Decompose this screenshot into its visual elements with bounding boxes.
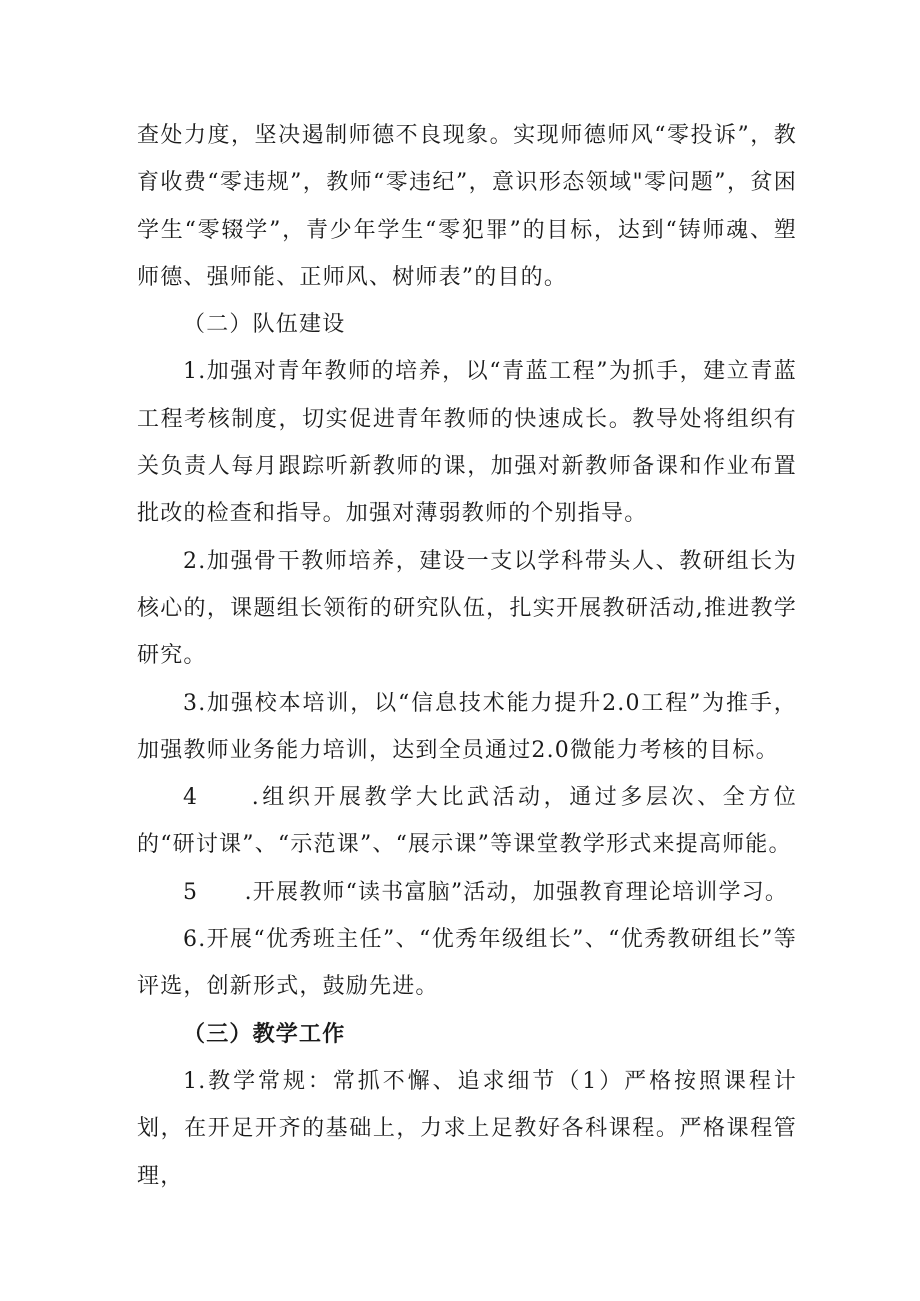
paragraph-item-1: 1.加强对青年教师的培养，以“青蓝工程”为抓手，建立青蓝工程考核制度，切实促进青年教师的快速成长。教导处将组织有关负责人每月跟踪听新教师的课，加强对新教师备课和作业布置批改的检查和指导。加强对薄弱教师的个别指导。 bbox=[137, 359, 797, 527]
paragraph-item-3: 3.加强校本培训，以“信息技术能力提升2.0工程”为推手，加强教师业务能力培训，达到全员通过2.0微能力考核的目标。 bbox=[137, 690, 797, 763]
section-heading-teaching-work: （三）教学工作 bbox=[183, 1020, 346, 1047]
paragraph-item-2: 2.加强骨干教师培养，建设一支以学科带头人、教研组长为核心的，课题组长领衔的研究队伍，扎实开展教研活动,推进教学研究。 bbox=[137, 548, 797, 669]
paragraph-continuation: 查处力度，坚决遏制师德不良现象。实现师德师风“零投诉”，教育收费“零违规”，教师“零违纪”，意识形态领域"零问题”，贫困学生“零辍学”，青少年学生“零犯罪”的目标，达到“铸师魂、塑师德、强师能、正师风、树师表”的目的。 bbox=[137, 123, 797, 290]
paragraph-teaching-item-1: 1.教学常规：常抓不懈、追求细节（1）严格按照课程计划，在开足开齐的基础上，力求上足教好各科课程。严格课程管理， bbox=[137, 1068, 797, 1189]
paragraph-item-5: 5 .开展教师“读书富脑”活动，加强教育理论培训学习。 bbox=[183, 879, 789, 905]
paragraph-item-4: 4 .组织开展教学大比武活动，通过多层次、全方位的“研讨课”、“示范课”、“展示课”等课堂教学形式来提高师能。 bbox=[137, 785, 797, 858]
document-body bbox=[137, 112, 797, 1200]
section-heading-team-building: （二）队伍建设 bbox=[183, 312, 346, 338]
paragraph-item-6: 6.开展“优秀班主任”、“优秀年级组长”、“优秀教研组长”等评选，创新形式，鼓励先进。 bbox=[137, 927, 797, 1000]
